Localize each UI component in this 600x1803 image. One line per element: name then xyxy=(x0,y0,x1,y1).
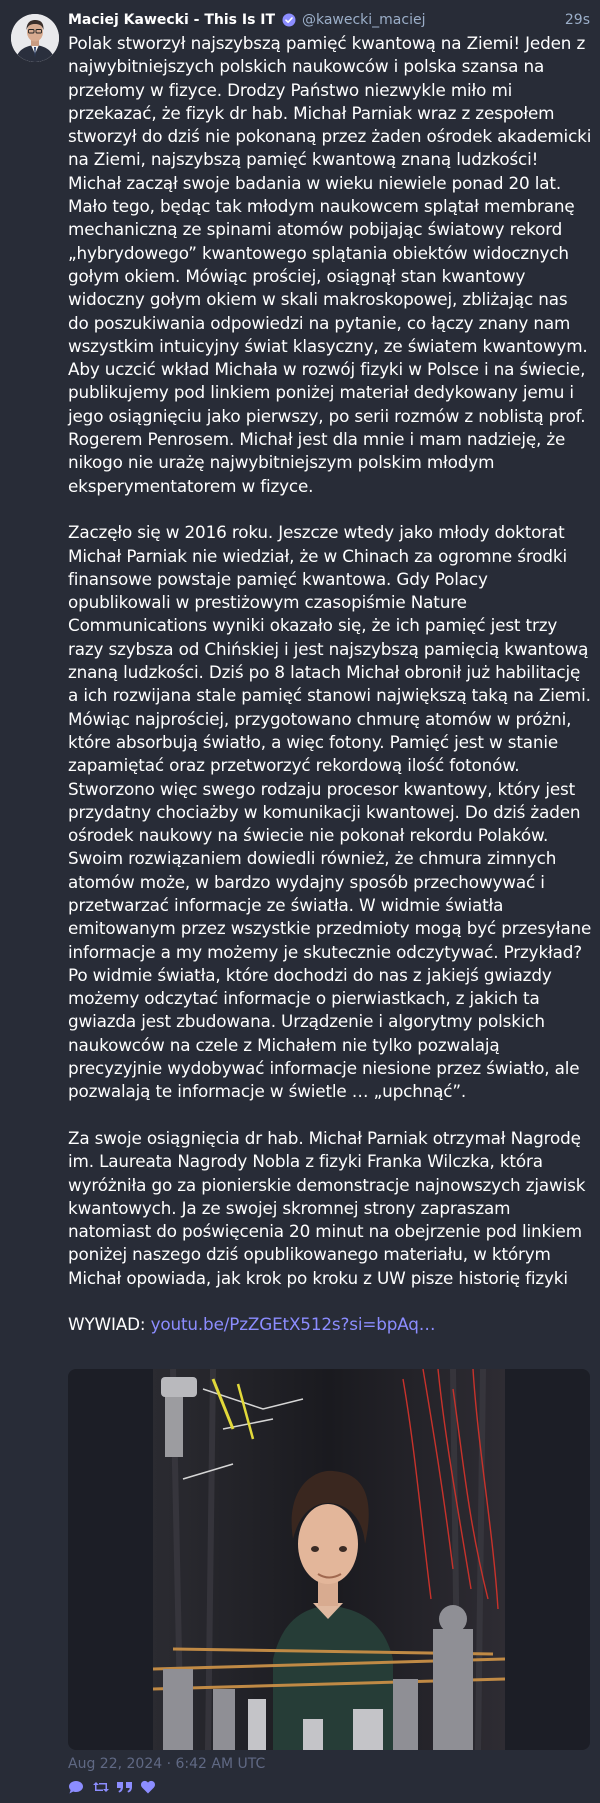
account-handle[interactable]: @kawecki_maciej xyxy=(301,12,426,28)
status-paragraph: Za swoje osiągnięcia dr hab. Michał Parniak otrzymał Nagrodę im. Laureata Nagrody Nobla z fizyki Franka Wilczka, która wyróżniła go za pionierskie demonstracje najnowszych zjawisk kwantowych. Ja ze swojej skromnej strony zapraszam natomiast do poświęcenia 20 minut na obejrzenie pod linkiem poniżej naszego dziś opublikowanego materiału, w którym Michał opowiada, jak krok po kroku z UW pisze historię fizyki xyxy=(68,1127,586,1288)
attached-photo[interactable] xyxy=(153,1369,505,1750)
quote-icon[interactable] xyxy=(116,1779,136,1795)
interview-line xyxy=(68,1313,593,1336)
avatar[interactable] xyxy=(11,14,59,62)
status-paragraph: Polak stworzył najszybszą pamięć kwantową na Ziemi! Jeden z najwybitniejszych polskich naukowców i polska szansa na przełomy w fizyce. Drodzy Państwo niezwykle miło mi przekazać, że fizyk dr hab. Michał Parniak wraz z zespołem stworzył do dziś nie pokonaną przez żaden ośrodek akademicki na Ziemi, najszybszą pamięć kwantową znaną ludzkości! Michał zaczął swoje badania w wieku niewiele ponad 20 lat. Mało tego, będąc tak młodym naukowcem splątał membranę mechaniczną ze spinami atomów pobijając światowy rekord „hybrydowego” kwantowego splątania obiektów widocznych gołym okiem. Mówiąc prościej, osiągnął stan kwantowy widoczny gołym okiem w skali makroskopowej, zbliżając nas do poszukiwania odpowiedzi na pytanie, co łączy znany nam wszystkim intuicyjny świat klasyczny, ze światem kwantowym. Aby uczcić wkład Michała w rozwój fizyki w Polsce i na świecie, publikujemy pod linkiem poniżej materiał dedykowany jemu i jego osiągnięciu jako pierwszy, po serii rozmów z noblistą prof. Rogerem Penrosem. Michał jest dla mnie i mam nadzieję, że nikogo nie urażę najwybitniejszym polskim młodym eksperymentatorem w fizyce. xyxy=(68,33,592,496)
status-header xyxy=(68,9,590,31)
status-date[interactable]: Aug 22, 2024 · 6:42 AM UTC xyxy=(68,1756,266,1772)
display-name[interactable]: Maciej Kawecki - This Is IT xyxy=(68,12,276,28)
interview-link[interactable]: youtu.be/PzZGEtX512s?si=bpAq… xyxy=(150,1314,436,1335)
boost-icon[interactable] xyxy=(92,1779,112,1795)
heart-icon[interactable] xyxy=(140,1779,160,1795)
reply-icon[interactable] xyxy=(68,1779,88,1795)
status-actions xyxy=(68,1777,164,1797)
relative-timestamp[interactable]: 29s xyxy=(564,12,590,28)
media-attachment[interactable] xyxy=(68,1369,590,1750)
interview-label: WYWIAD: xyxy=(68,1314,151,1335)
verified-badge-icon xyxy=(282,12,296,34)
status-content xyxy=(68,32,593,1337)
status-paragraph: Zaczęło się w 2016 roku. Jeszcze wtedy jako młody doktorat Michał Parniak nie wiedział, że w Chinach za ogromne środki finansowe powstaje pamięć kwantowa. Gdy Polacy opublikowali w prestiżowym czasopiśmie Nature Communications wyniki okazało się, że ich pamięć jest trzy razy szybsza od Chińskiej i jest najszybszą pamięcią kwantową znaną ludzkości. Dziś po 8 latach Michał obronił już habilitację a ich rozwijana stale pamięć stanowi największą taką na Ziemi. Mówiąc najprościej, przygotowano chmurę atomów w próżni, które absorbują światło, a więc fotony. Pamięć jest w stanie zapamiętać oraz przetworzyć rekordową ilość fotonów. Stworzono więc swego rodzaju procesor kwantowy, który jest przydatny chociażby w komunikacji kwantowej. Do dziś żaden ośrodek naukowy na świecie nie pokonał rekordu Polaków. Swoim rozwiązaniem dowiedli również, że chmura zimnych atomów może, w bardzo wydajny sposób przechowywać i przetwarzać informacje ze światła. W widmie światła emitowanym przez wszystkie przedmioty mogą być przesyłane informacje a my możemy je skutecznie odczytywać. Przykład? Po widmie światła, które dochodzi do nas z jakiejś gwiazdy możemy odczytać informacje o pierwiastkach, z jakich ta gwiazda jest zbudowana. Urządzenie i algorytmy polskich naukowców na czele z Michałem nie tylko pozwalają precyzyjnie wydobywać informacje niesione przez światło, ale pozwalają te informacje w świetle … „upchnąć”. xyxy=(68,522,592,1102)
